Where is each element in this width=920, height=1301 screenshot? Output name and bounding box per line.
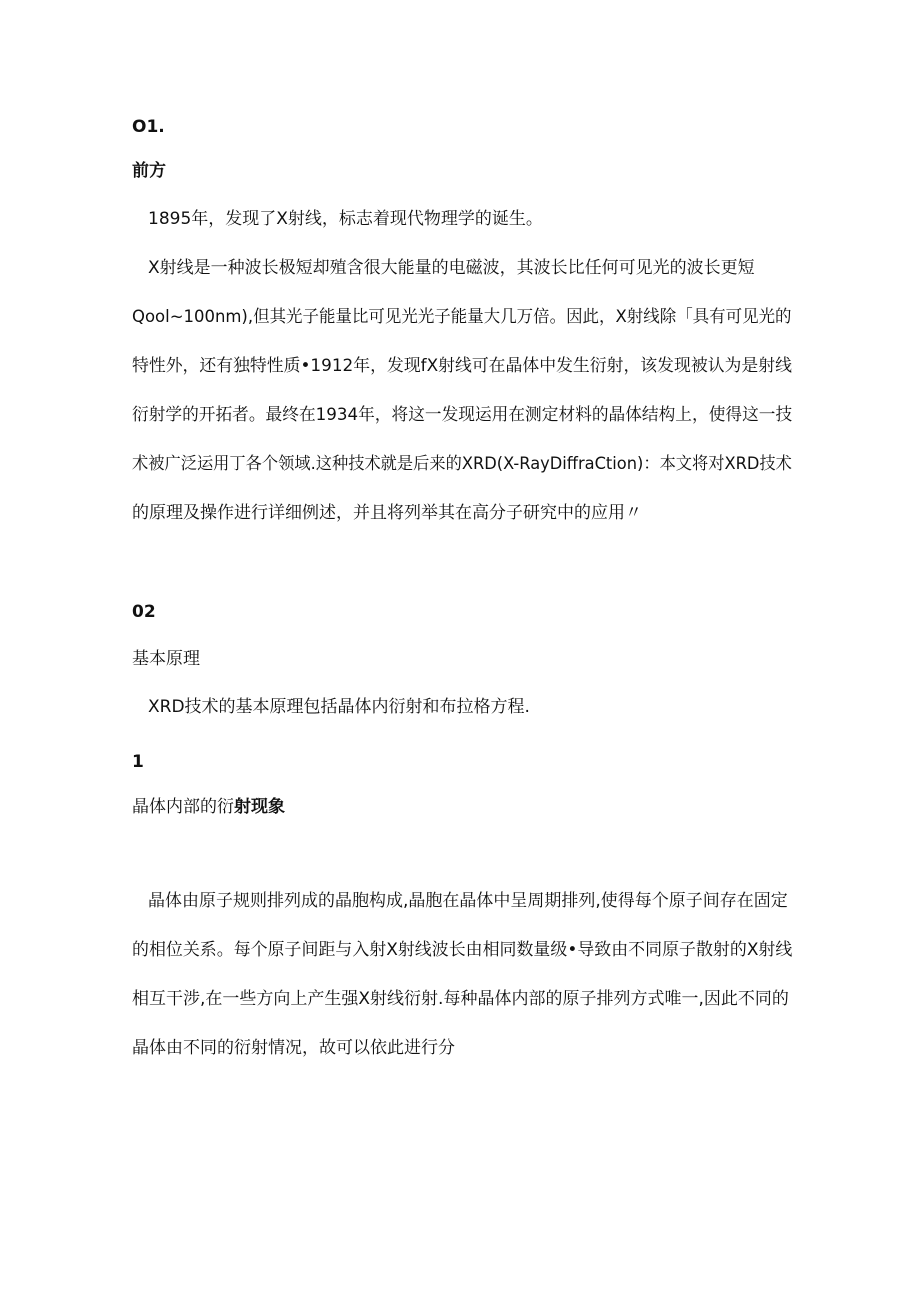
paragraph-line: 术被广泛运用丁各个领域.这种技术就是后来的XRD(X-RayDiffraCtion)：本文将对XRD技术 (132, 454, 792, 474)
paragraph-line: Qool~100nm),但其光子能量比可见光光子能量大几万倍。因此，X射线除「具有可见光的 (132, 307, 792, 327)
subsection-title (132, 796, 285, 818)
paragraph-line: 的相位关系。每个原子间距与入射X射线波长由相同数量级•导致由不同原子散射的X射线 (132, 940, 793, 960)
paragraph-intro: 1895年，发现了X射线，标志着现代物理学的诞生。 (148, 209, 543, 229)
section-number-01: O1. (132, 117, 165, 137)
section-number-02: 02 (132, 602, 156, 622)
subsection-title-plain: 晶体内部的衍 (132, 797, 234, 817)
paragraph-line: 晶体由不同的衍射情况，故可以依此进行分 (132, 1038, 455, 1058)
paragraph-line: 特性外，还有独特性质•1912年，发现fX射线可在晶体中发生衍射，该发现被认为是射线 (132, 356, 792, 376)
paragraph-line: X射线是一种波长极短却殖含很大能量的电磁波，其波长比任何可见光的波长更短 (148, 258, 755, 278)
section-title-principles: 基本原理 (132, 649, 200, 669)
paragraph-line: 的原理及操作进行详细例述，并且将列举其在高分子研究中的应用〃 (132, 503, 642, 523)
subsection-number: 1 (132, 752, 144, 772)
paragraph-principles-intro: XRD技术的基本原理包括晶体内衍射和布拉格方程. (148, 697, 530, 717)
paragraph-line: 相互干涉,在一些方向上产生强X射线衍射.每种晶体内部的原子排列方式唯一,因此不同的 (132, 989, 789, 1009)
paragraph-line: 晶体由原子规则排列成的晶胞构成,晶胞在晶体中呈周期排列,使得每个原子间存在固定 (148, 891, 788, 911)
section-title-preface: 前方 (132, 161, 166, 181)
subsection-title-bold: 射现象 (234, 797, 285, 817)
paragraph-line: 衍射学的开拓者。最终在1934年，将这一发现运用在测定材料的晶体结构上，使得这一技 (132, 405, 793, 425)
